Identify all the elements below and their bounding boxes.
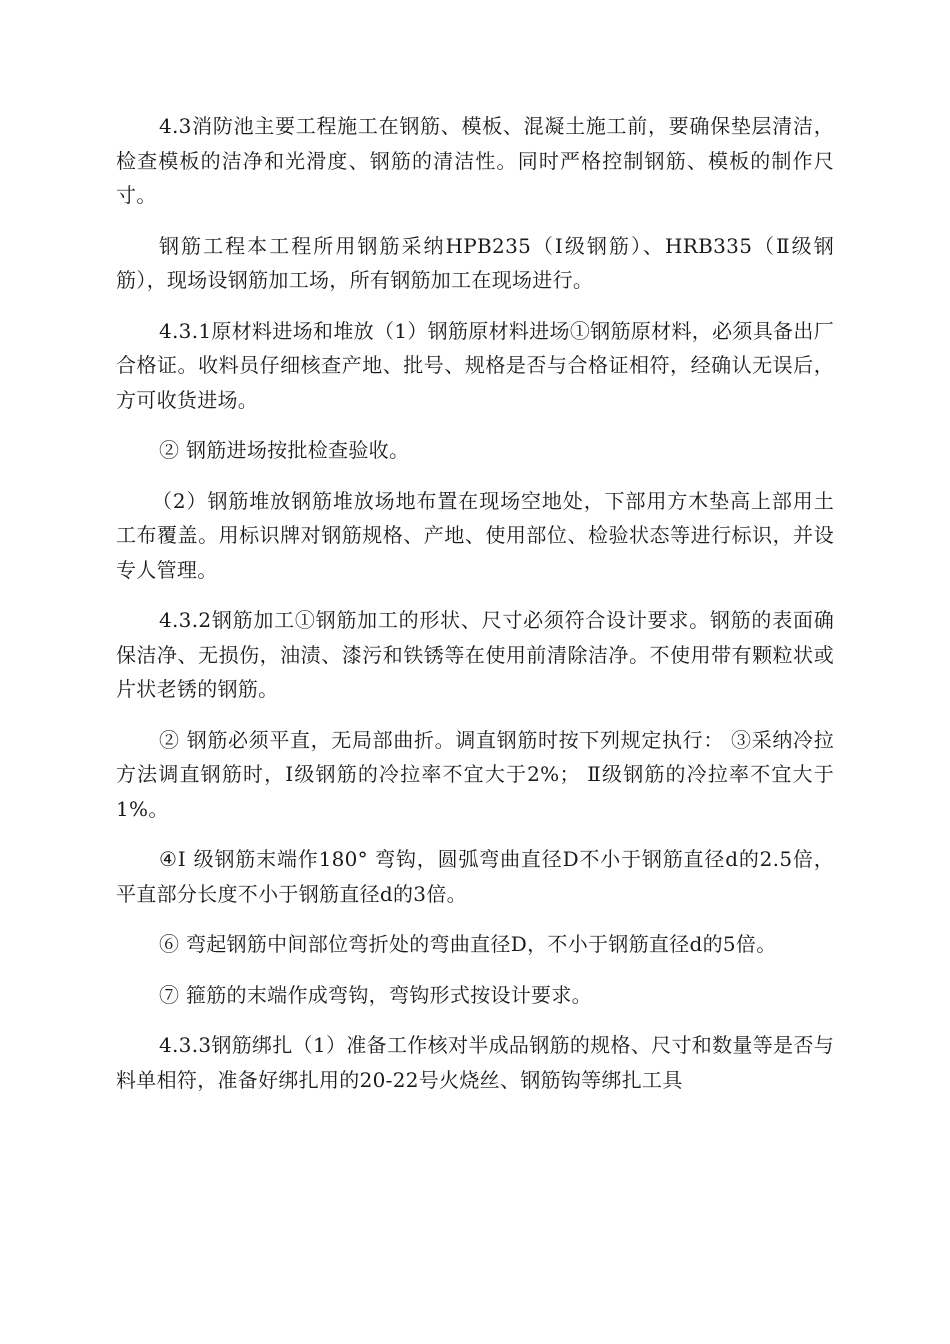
paragraph-straightening: ② 钢筋必须平直，无局部曲折。调直钢筋时按下列规定执行： ③采纳冷拉方法调直钢筋时，Ⅰ级钢筋的冷拉率不宜大于2%； Ⅱ级钢筋的冷拉率不宜大于1%。 xyxy=(116,727,834,821)
paragraph-rebar-stacking: （2）钢筋堆放钢筋堆放场地布置在现场空地处，下部用方木垫高上部用土工布覆盖。用标识牌对钢筋规格、产地、使用部位、检验状态等进行标识，并设专人管理。 xyxy=(116,488,834,582)
paragraph-bent-bar: ⑥ 弯起钢筋中间部位弯折处的弯曲直径D，不小于钢筋直径d的5倍。 xyxy=(159,932,777,956)
paragraph-4-3-intro: 4.3消防池主要工程施工在钢筋、模板、混凝土施工前，要确保垫层清洁，检查模板的洁净和光滑度、钢筋的清洁性。同时严格控制钢筋、模板的制作尺寸。 xyxy=(116,114,834,207)
paragraph-rebar-engineering: 钢筋工程本工程所用钢筋采纳HPB235（Ⅰ级钢筋）、HRB335（Ⅱ级钢筋），现场设钢筋加工场，所有钢筋加工在现场进行。 xyxy=(116,233,834,292)
paragraph-4-3-3-binding: 4.3.3钢筋绑扎（1）准备工作核对半成品钢筋的规格、尺寸和数量等是否与料单相符，准备好绑扎用的20-22号火烧丝、钢筋钩等绑扎工具 xyxy=(116,1033,834,1092)
paragraph-stirrup-hook: ⑦ 箍筋的末端作成弯钩，弯钩形式按设计要求。 xyxy=(159,982,592,1007)
paragraph-4-3-1-material-entry: 4.3.1原材料进场和堆放（1）钢筋原材料进场①钢筋原材料，必须具备出厂合格证。收料员仔细核查产地、批号、规格是否与合格证相符，经确认无误后，方可收货进场。 xyxy=(116,318,834,412)
paragraph-batch-inspection: ② 钢筋进场按批检查验收。 xyxy=(159,438,410,462)
document-body xyxy=(116,109,834,1113)
paragraph-4-3-2-rebar-processing: 4.3.2钢筋加工①钢筋加工的形状、尺寸必须符合设计要求。钢筋的表面确保洁净、无损伤，油渍、漆污和铁锈等在使用前清除洁净。不使用带有颗粒状或片状老锈的钢筋。 xyxy=(116,608,834,701)
paragraph-hook-180: ④Ⅰ 级钢筋末端作180° 弯钩，圆弧弯曲直径D不小于钢筋直径d的2.5倍，平直部分长度不小于钢筋直径d的3倍。 xyxy=(116,847,834,906)
